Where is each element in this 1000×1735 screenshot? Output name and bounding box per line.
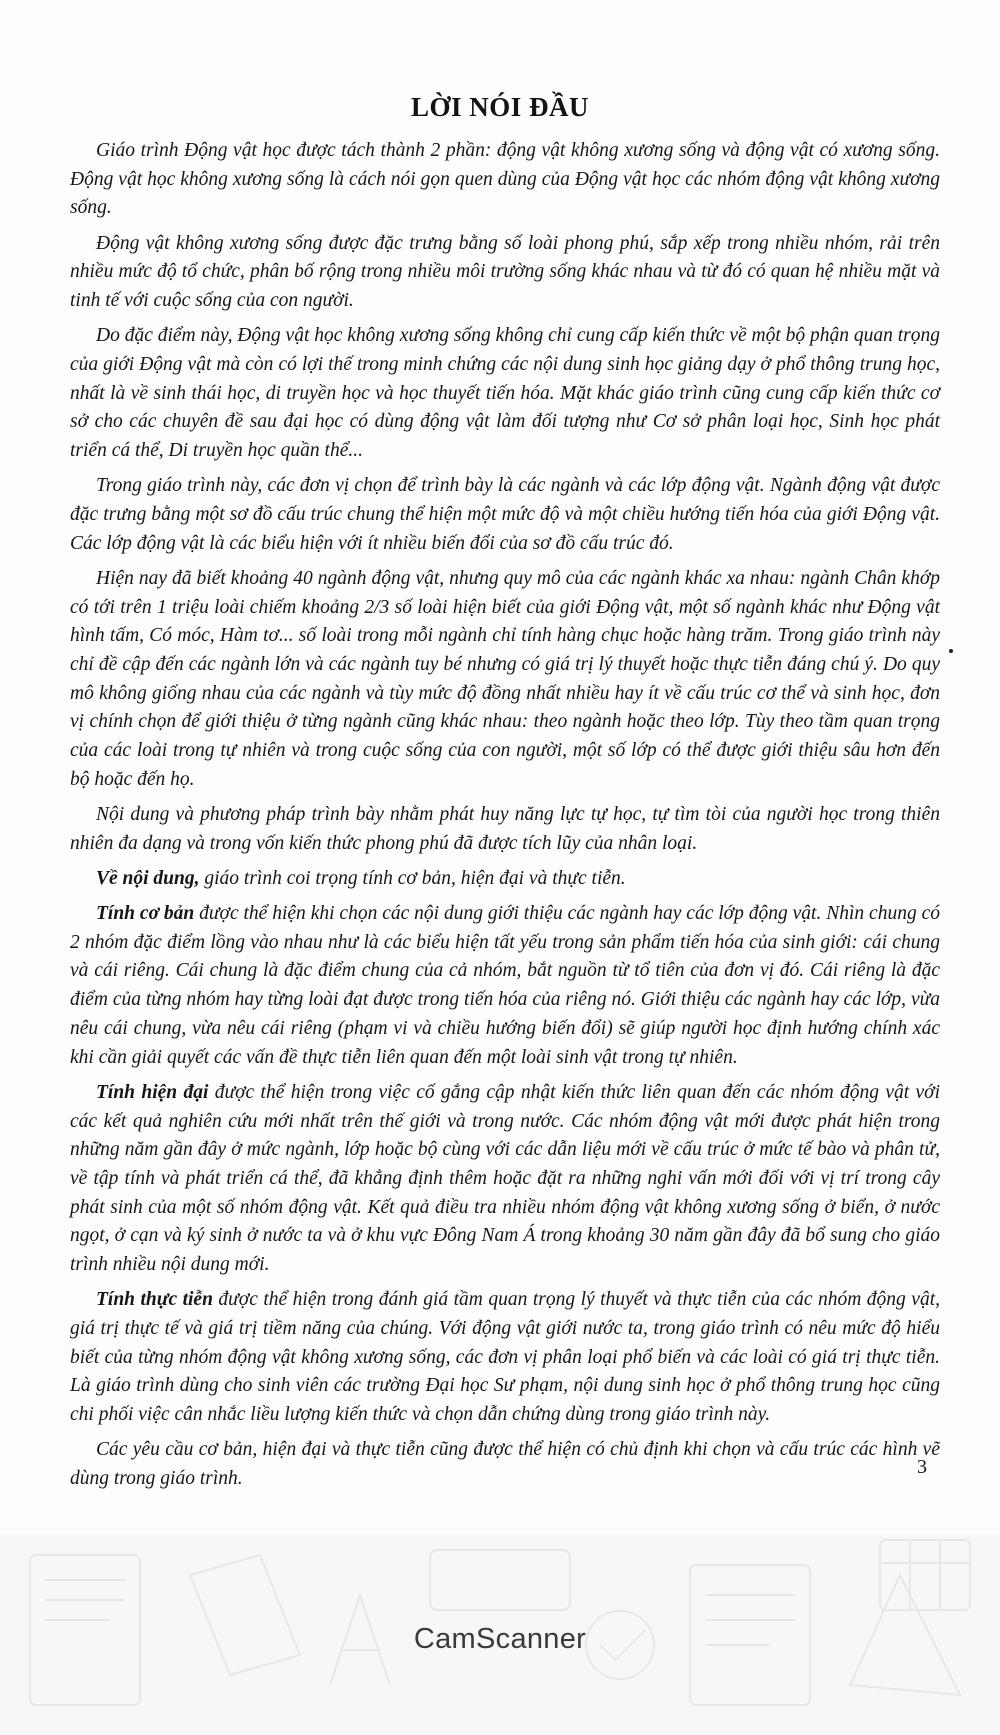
paragraph-text: Do đặc điểm này, Động vật học không xương sống không chỉ cung cấp kiến thức về một bộ phận quan trọng của giới Động vật mà còn có lợi thế trong minh chứng các nội dung sinh học giảng dạy ở phổ thông trung học, nhất là về sinh thái học, di truyền học và học thuyết tiến hóa. Mặt khác giáo trình cũng cung cấp kiến thức cơ sở cho các chuyên đề sau đại học có dùng động vật làm đối tượng như Cơ sở phân loại học, Sinh học phát triển cá thể, Di truyền học quần thể... [70, 325, 941, 462]
preface-body [70, 137, 940, 1500]
page-title: LỜI NÓI ĐẦU [410, 92, 590, 122]
brand-name: CamScanner [413, 1623, 587, 1655]
paragraph [70, 230, 940, 316]
paragraph [70, 1286, 940, 1430]
scanner-watermark-footer [0, 1535, 1000, 1735]
paragraph-lead: Về nội dung, [96, 867, 200, 889]
paragraph [70, 801, 940, 858]
paragraph-text: giáo trình coi trọng tính cơ bản, hiện đại và thực tiễn. [199, 867, 626, 889]
paragraph-text: Nội dung và phương pháp trình bày nhằm phát huy năng lực tự học, tự tìm tòi của người học trong thiên nhiên đa dạng và trong vốn kiến thức phong phú đã được tích lũy của nhân loại. [70, 803, 940, 854]
paragraph [70, 865, 940, 894]
paragraph [70, 137, 940, 223]
paragraph-text: Các yêu cầu cơ bản, hiện đại và thực tiễn cũng được thể hiện có chủ định khi chọn và cấu trúc các hình vẽ dùng trong giáo trình. [70, 1439, 940, 1489]
paragraph-text: được thể hiện trong việc cố gắng cập nhật kiến thức liên quan đến các nhóm động vật với các kết quả nghiên cứu mới nhất trên thế giới và trong nước. Các nhóm động vật mới được phát hiện trong những năm gần đây ở mức ngành, lớp hoặc bộ cùng với các dẫn liệu mới về cấu trúc ở mức tế bào và phân tử, về tập tính và phát triển cá thể, đã khẳng định thêm hoặc đặt ra những nghi vấn mới đối với vị trí trong cây phát sinh của một số nhóm động vật. Kết quả điều tra nhiều nhóm động vật không xương sống ở biển, ở nước ngọt, ở cạn và ký sinh ở nước ta và ở khu vực Đông Nam Á trong khoảng 30 năm gần đây đã bổ sung cho giáo trình nhiều nội dung mới. [70, 1081, 941, 1276]
paragraph [70, 900, 940, 1072]
paragraph [70, 472, 940, 558]
paragraph [70, 565, 940, 795]
paragraph-text: Trong giáo trình này, các đơn vị chọn để trình bày là các ngành và các lớp động vật. Ngành động vật được đặc trưng bằng một sơ đồ cấu trúc chung thể hiện một mức độ và một chiều hướng tiến hóa của giới Động vật. Các lớp động vật là các biểu hiện với ít nhiều biến đổi của sơ đồ cấu trúc đó. [70, 475, 940, 554]
paragraph [70, 1436, 940, 1493]
paragraph [70, 1079, 940, 1280]
paragraph [70, 322, 940, 466]
paragraph-lead: Tính hiện đại [96, 1081, 209, 1103]
scan-speck [949, 649, 953, 653]
paragraph-text: Giáo trình Động vật học được tách thành 2 phần: động vật không xương sống và động vật có xương sống. Động vật học không xương sống là cách nói gọn quen dùng của Động vật học các nhóm động vật không xương sống. [70, 140, 940, 219]
paragraph-lead: Tính cơ bản [96, 903, 195, 925]
paragraph-text: được thể hiện trong đánh giá tầm quan trọng lý thuyết và thực tiễn của các nhóm động vật, giá trị thực tế và giá trị tiềm năng của chúng. Với động vật giới nước ta, trong giáo trình có nêu mức độ hiểu biết của từng nhóm động vật không xương sống, các đơn vị phân loại phổ biến và các loài có giá trị thực tiễn. Là giáo trình dùng cho sinh viên các trường Đại học Sư phạm, nội dung sinh học ở phổ thông trung học cũng chi phối việc cân nhắc liều lượng kiến thức và chọn dẫn chứng dùng trong giáo trình này. [70, 1289, 940, 1426]
paragraph-text: Động vật không xương sống được đặc trưng bằng số loài phong phú, sắp xếp trong nhiều nhóm, rải trên nhiều mức độ tổ chức, phân bố rộng trong nhiều môi trường sống khác nhau và từ đó có quan hệ nhiều mặt và tinh tế với cuộc sống của con người. [70, 232, 940, 312]
paragraph-lead: Tính thực tiễn [96, 1289, 213, 1311]
paragraph-text: được thể hiện khi chọn các nội dung giới thiệu các ngành hay các lớp động vật. Nhìn chung có 2 nhóm đặc điểm lồng vào nhau như là các biểu hiện tất yếu trong sản phẩm tiến hóa của sinh giới: cái chung và cái riêng. Cái chung là đặc điểm chung của cả nhóm, bắt nguồn từ tổ tiên của đơn vị đó. Cái riêng là đặc điểm của từng nhóm hay từng loài đạt được trong tiến hóa của riêng nó. Giới thiệu các ngành hay các lớp, vừa nêu cái chung, vừa nêu cái riêng (phạm vi và chiều hướng biến đổi) sẽ giúp người học định hướng chính xác khi cần giải quyết các vấn đề thực tiễn liên quan đến một loài sinh vật trong tự nhiên. [70, 903, 940, 1068]
paragraph-text: Hiện nay đã biết khoảng 40 ngành động vật, nhưng quy mô của các ngành khác xa nhau: ngành Chân khớp có tới trên 1 triệu loài chiếm khoảng 2/3 số loài hiện biết của giới Động vật, một số ngành khác như Động vật hình tấm, Có móc, Hàm tơ... số loài trong mỗi ngành chỉ tính hàng chục hoặc hàng trăm. Trong giáo trình này chỉ đề cập đến các ngành lớn và các ngành tuy bé nhưng có giá trị lý thuyết hoặc thực tiễn đáng chú ý. Do quy mô không giống nhau của các ngành và tùy mức độ đồng nhất nhiều hay ít về cấu trúc cơ thể và sinh học, đơn vị chính chọn để giới thiệu ở từng ngành cũng khác nhau: theo ngành hoặc theo lớp. Tùy theo tầm quan trọng của các loài trong tự nhiên và trong cuộc sống của con người, một số lớp có thể được giới thiệu sâu hơn đến bộ hoặc đến họ. [70, 567, 940, 790]
page-number: 3 [917, 1456, 927, 1478]
